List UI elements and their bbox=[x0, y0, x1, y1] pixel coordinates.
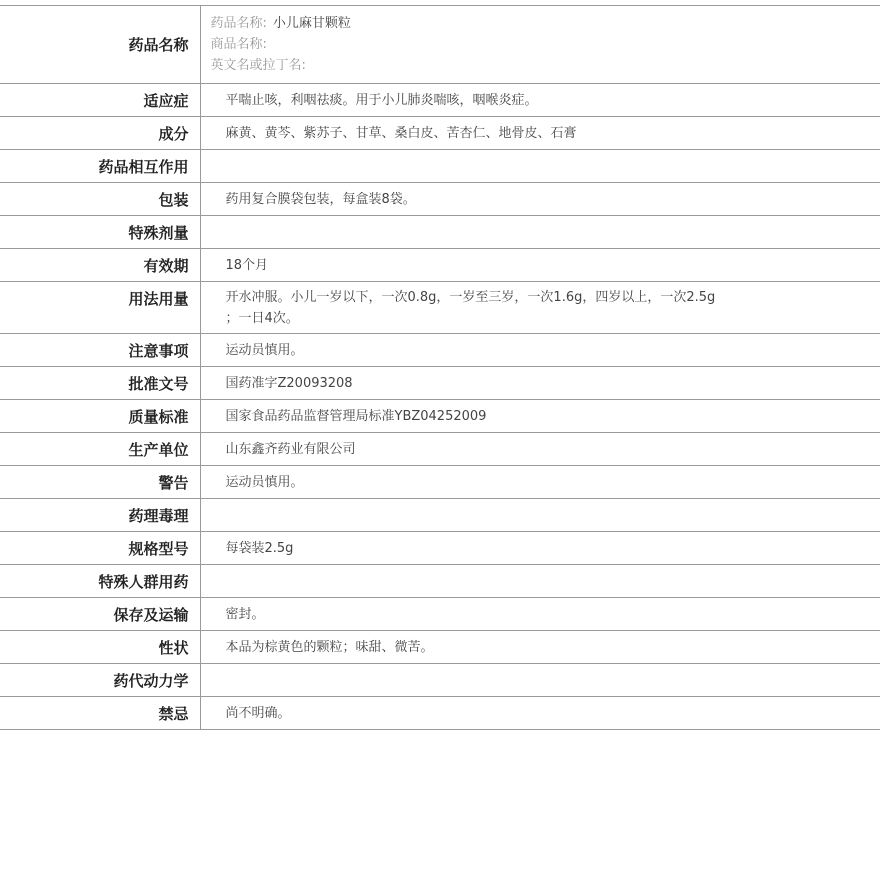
generic-name-value: 小儿麻甘颗粒 bbox=[272, 16, 351, 31]
table-row-ingredients bbox=[0, 117, 880, 150]
row-label: 成分 bbox=[0, 117, 200, 150]
table-row-pharmacology bbox=[0, 499, 880, 532]
table-row-dosage bbox=[0, 282, 880, 334]
row-label: 用法用量 bbox=[0, 282, 200, 334]
table-row-indications bbox=[0, 84, 880, 117]
table-row-precautions bbox=[0, 334, 880, 367]
row-value bbox=[200, 150, 880, 183]
row-value: 本品为棕黄色的颗粒；味甜、微苦。 bbox=[200, 631, 880, 664]
row-value: 药用复合膜袋包装，每盒装8袋。 bbox=[200, 183, 880, 216]
row-label: 包装 bbox=[0, 183, 200, 216]
row-label: 有效期 bbox=[0, 249, 200, 282]
row-label: 特殊人群用药 bbox=[0, 565, 200, 598]
table-row-approval-number bbox=[0, 367, 880, 400]
row-value bbox=[200, 282, 880, 334]
row-label: 药理毒理 bbox=[0, 499, 200, 532]
table-row-pharmacokinetics bbox=[0, 664, 880, 697]
drug-names-cell bbox=[200, 6, 880, 84]
table-row-quality-standard bbox=[0, 400, 880, 433]
row-label: 性状 bbox=[0, 631, 200, 664]
row-label: 质量标准 bbox=[0, 400, 200, 433]
row-value: 山东鑫齐药业有限公司 bbox=[200, 433, 880, 466]
row-label: 适应症 bbox=[0, 84, 200, 117]
table-row-shelf-life bbox=[0, 249, 880, 282]
row-value: 每袋装2.5g bbox=[200, 532, 880, 565]
table-row-special-populations bbox=[0, 565, 880, 598]
row-label: 警告 bbox=[0, 466, 200, 499]
table-row-packaging bbox=[0, 183, 880, 216]
generic-name-line bbox=[211, 13, 880, 34]
row-label: 禁忌 bbox=[0, 697, 200, 730]
table-row-special-dosage bbox=[0, 216, 880, 249]
row-value bbox=[200, 565, 880, 598]
row-label: 药品名称 bbox=[0, 6, 200, 84]
row-value bbox=[200, 664, 880, 697]
trade-name-line bbox=[211, 34, 880, 55]
row-value: 运动员慎用。 bbox=[200, 466, 880, 499]
row-label: 注意事项 bbox=[0, 334, 200, 367]
row-value: 尚不明确。 bbox=[200, 697, 880, 730]
drug-spec-table bbox=[0, 6, 880, 730]
row-label: 保存及运输 bbox=[0, 598, 200, 631]
english-name-line bbox=[211, 55, 880, 76]
row-value: 运动员慎用。 bbox=[200, 334, 880, 367]
row-value: 国药准字Z20093208 bbox=[200, 367, 880, 400]
table-row-specification bbox=[0, 532, 880, 565]
table-row-manufacturer bbox=[0, 433, 880, 466]
row-value bbox=[200, 499, 880, 532]
row-label: 药代动力学 bbox=[0, 664, 200, 697]
trade-name-label: 商品名称: bbox=[210, 37, 267, 52]
row-label: 生产单位 bbox=[0, 433, 200, 466]
table-row-interactions bbox=[0, 150, 880, 183]
table-row-contraindications bbox=[0, 697, 880, 730]
row-value: 平喘止咳，利咽祛痰。用于小儿肺炎喘咳，咽喉炎症。 bbox=[200, 84, 880, 117]
row-value: 麻黄、黄芩、紫苏子、甘草、桑白皮、苦杏仁、地骨皮、石膏 bbox=[200, 117, 880, 150]
table-row-storage bbox=[0, 598, 880, 631]
table-row-description bbox=[0, 631, 880, 664]
generic-name-label: 药品名称: bbox=[210, 16, 267, 31]
table-row-names bbox=[0, 6, 880, 84]
row-label: 规格型号 bbox=[0, 532, 200, 565]
row-value: 18个月 bbox=[200, 249, 880, 282]
row-label: 批准文号 bbox=[0, 367, 200, 400]
row-value: 密封。 bbox=[200, 598, 880, 631]
english-name-label: 英文名或拉丁名: bbox=[210, 58, 306, 73]
row-value bbox=[200, 216, 880, 249]
dosage-line-1: 开水冲服。小儿一岁以下，一次0.8g，一岁至三岁，一次1.6g，四岁以上，一次2.5g bbox=[225, 289, 716, 305]
row-label: 药品相互作用 bbox=[0, 150, 200, 183]
row-label: 特殊剂量 bbox=[0, 216, 200, 249]
dosage-line-2: ；一日4次。 bbox=[225, 310, 299, 326]
row-value: 国家食品药品监督管理局标准YBZ04252009 bbox=[200, 400, 880, 433]
table-row-warning bbox=[0, 466, 880, 499]
